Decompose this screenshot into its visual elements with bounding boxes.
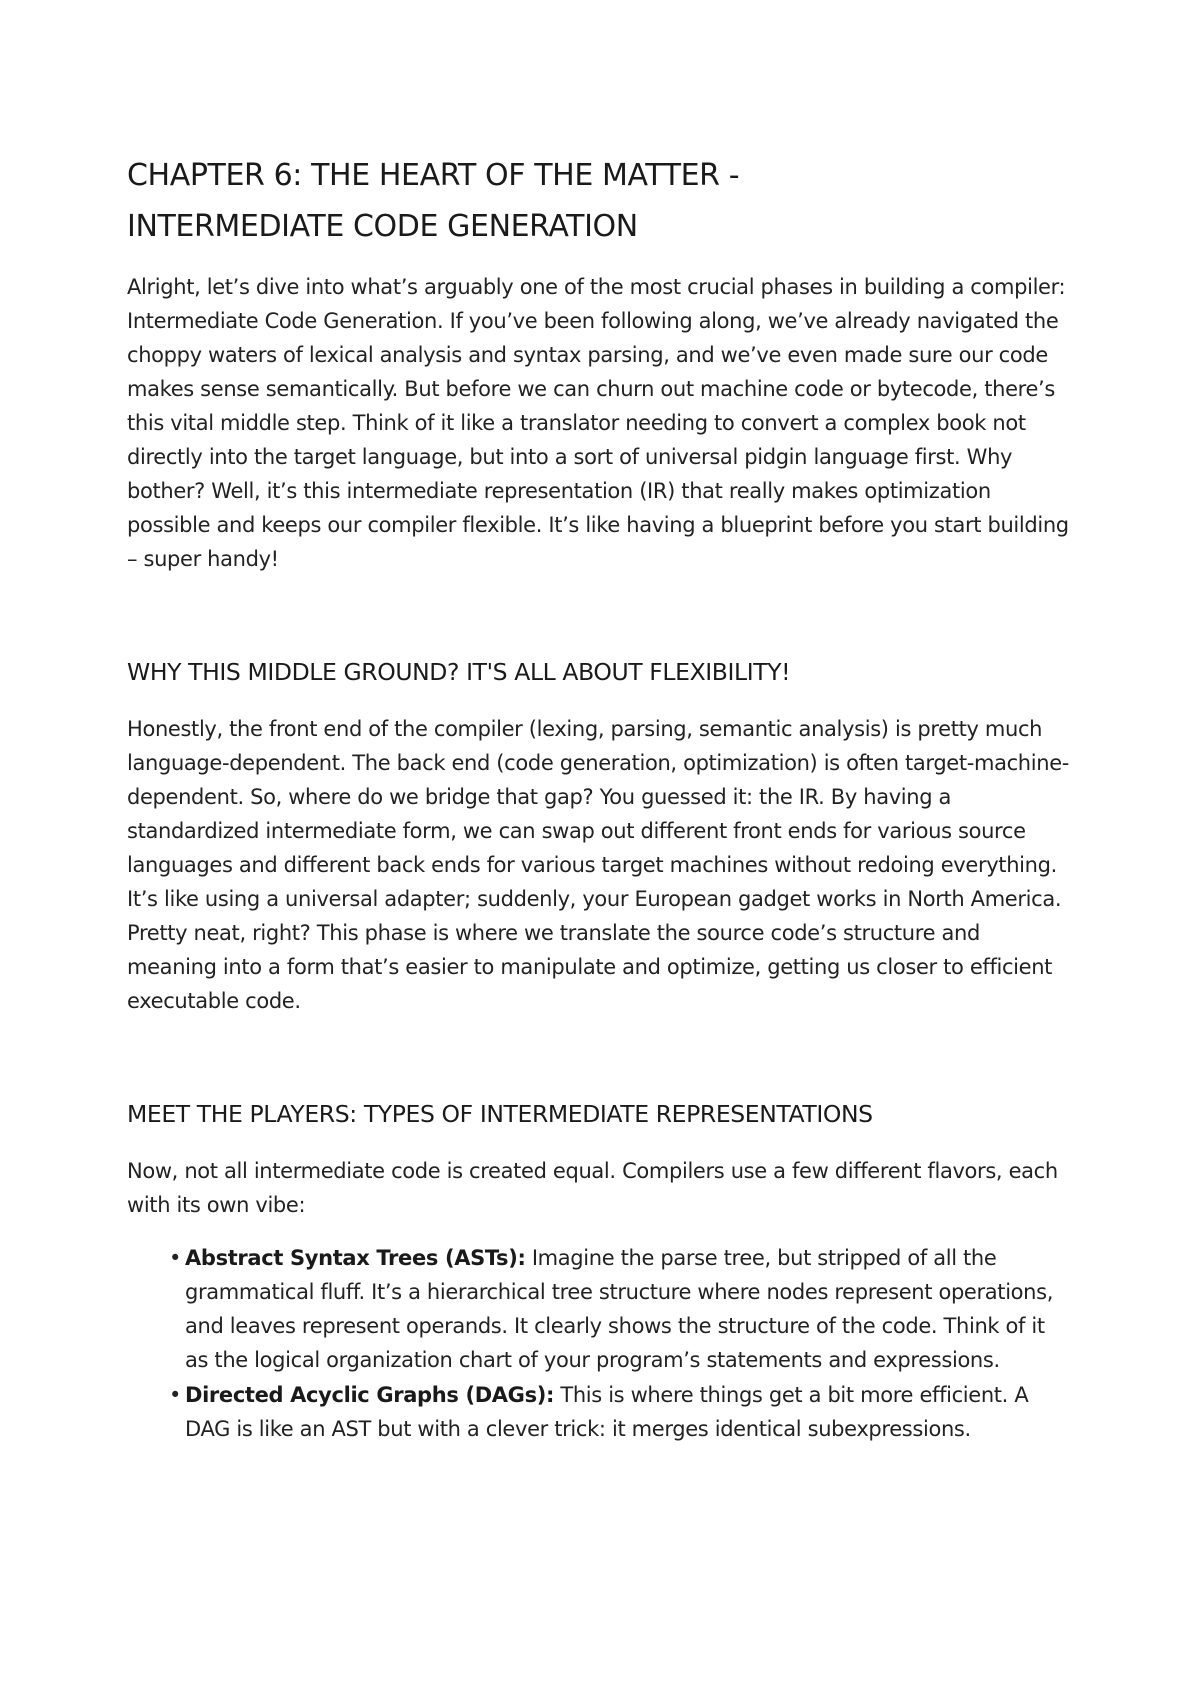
flexibility-paragraph: Honestly, the front end of the compiler (lexing, parsing, semantic analysis) is pretty much language-dependent. The back end (code generation, optimization) is often target-machine-dependent. So, where do we bridge that gap? You guessed it: the IR. By having a standardized intermediate form, we can swap out different front ends for various source languages and different back ends for various target machines without redoing everything. It’s like using a universal adapter; suddenly, your European gadget works in North America. Pretty neat, right? This phase is where we translate the source code’s structure and meaning into a form that’s easier to manipulate and optimize, getting us closer to efficient executable code. [127, 717, 1070, 1013]
ir-types-list [127, 1241, 1073, 1446]
list-item-ast [169, 1241, 1073, 1377]
heading-gap [127, 689, 1073, 712]
chapter-title-line-2: INTERMEDIATE CODE GENERATION [127, 209, 638, 244]
list-item-text: This is where things get a bit more efficient. A DAG is like an AST but with a clever trick: it merges identical subexpressions. [185, 1383, 1029, 1441]
bullet-dot-icon: • [169, 1246, 182, 1270]
document-page [127, 150, 1073, 1447]
heading-gap [127, 1131, 1073, 1154]
ir-types-paragraph: Now, not all intermediate code is created equal. Compilers use a few different flavors, each with its own vibe: [127, 1159, 1058, 1217]
section-heading-ir-types: MEET THE PLAYERS: TYPES OF INTERMEDIATE REPRESENTATIONS [127, 1100, 873, 1128]
bullet-dot-icon: • [169, 1383, 182, 1407]
chapter-title [127, 150, 1073, 252]
list-item-term: Directed Acyclic Graphs (DAGs): [185, 1383, 555, 1407]
section-gap [127, 1018, 1073, 1097]
intro-paragraph: Alright, let’s dive into what’s arguably one of the most crucial phases in building a compiler: Intermediate Code Generation. If you’ve been following along, we’ve already navigated the choppy waters of lexical analysis and syntax parsing, and we’ve even made sure our code makes sense semantically. But before we can churn out machine code or bytecode, there’s this vital middle step. Think of it like a translator needing to convert a complex book not directly into the target language, but into a sort of universal pidgin language first. Why bother? Well, it’s this intermediate representation (IR) that really makes optimization possible and keeps our compiler flexible. It’s like having a blueprint before you start building – super handy! [127, 275, 1069, 571]
list-gap [127, 1222, 1073, 1241]
list-item-term: Abstract Syntax Trees (ASTs): [185, 1246, 526, 1270]
section-gap [127, 576, 1073, 655]
chapter-title-line-1: CHAPTER 6: THE HEART OF THE MATTER - [127, 158, 740, 193]
list-item-dag [169, 1378, 1073, 1446]
section-heading-flexibility: WHY THIS MIDDLE GROUND? IT'S ALL ABOUT FLEXIBILITY! [127, 658, 791, 686]
list-item-text: Imagine the parse tree, but stripped of all the grammatical fluff. It’s a hierarchical tree structure where nodes represent operations, and leaves represent operands. It clearly shows the structure of the code. Think of it as the logical organization chart of your program’s statements and expressions. [185, 1246, 1054, 1372]
